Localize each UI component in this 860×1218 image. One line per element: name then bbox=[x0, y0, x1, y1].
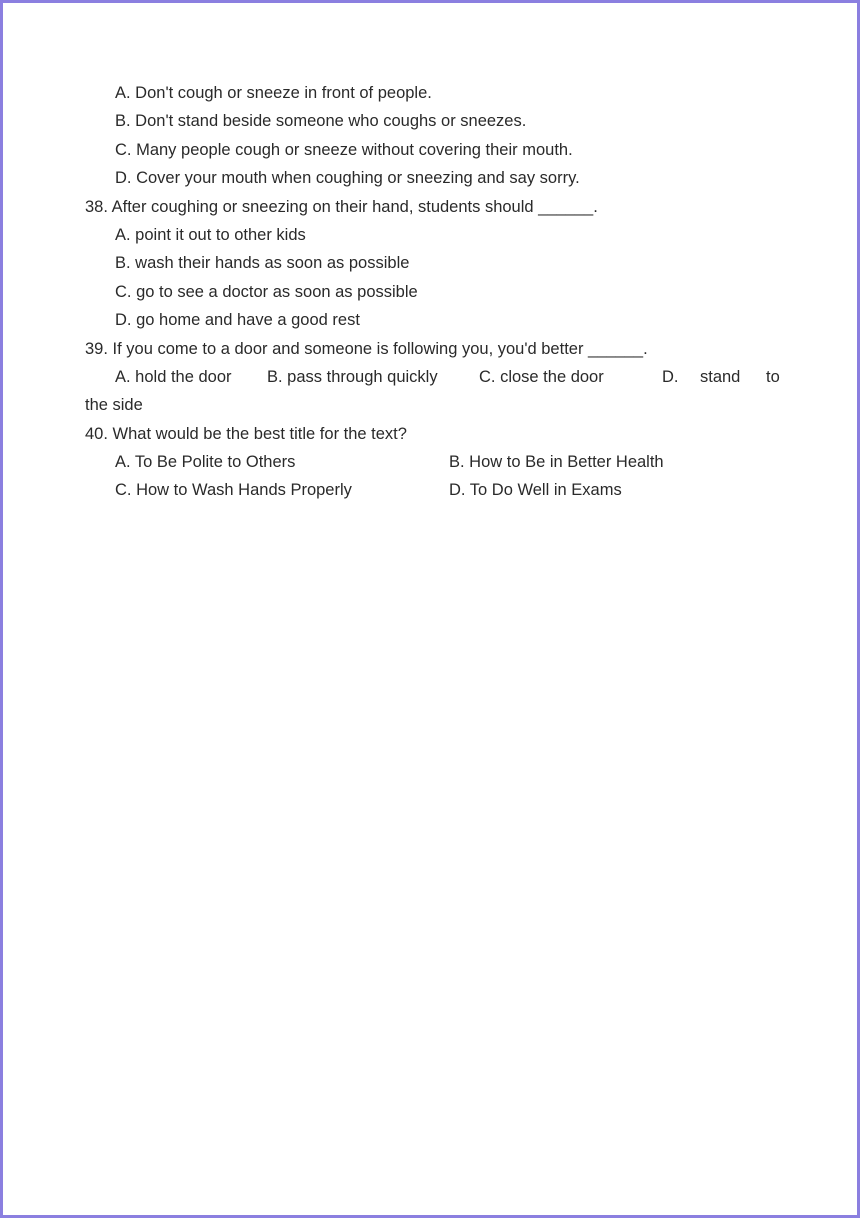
q38-option-a: A. point it out to other kids bbox=[115, 225, 306, 244]
q40-options-row-1 bbox=[85, 448, 785, 476]
q40-option-b: B. How to Be in Better Health bbox=[449, 453, 664, 472]
q40-options-row-2 bbox=[85, 476, 785, 504]
q39-option-d-letter: D. bbox=[662, 367, 679, 386]
q37-option-c: C. Many people cough or sneeze without covering their mouth. bbox=[115, 140, 573, 159]
question-list bbox=[85, 79, 785, 505]
q38-option-d: D. go home and have a good rest bbox=[115, 311, 360, 330]
q39-option-c: C. close the door bbox=[479, 367, 604, 386]
q40-option-d: D. To Do Well in Exams bbox=[449, 481, 622, 500]
q39-option-d-word-to: to bbox=[766, 367, 780, 386]
q40-question: 40. What would be the best title for the text? bbox=[85, 424, 407, 443]
q38-question: 38. After coughing or sneezing on their hand, students should ______. bbox=[85, 197, 598, 216]
q40-option-a: A. To Be Polite to Others bbox=[115, 453, 296, 472]
q40-option-c: C. How to Wash Hands Properly bbox=[115, 481, 352, 500]
q39-option-d-word-stand: stand bbox=[700, 367, 741, 386]
q37-option-a: A. Don't cough or sneeze in front of people. bbox=[115, 84, 432, 102]
q37-option-b: B. Don't stand beside someone who coughs or sneezes. bbox=[115, 112, 527, 131]
q39-option-a: A. hold the door bbox=[115, 367, 232, 386]
q39-question: 39. If you come to a door and someone is following you, you'd better ______. bbox=[85, 339, 648, 358]
q39-option-d-continuation: the side bbox=[85, 396, 143, 415]
q38-option-c: C. go to see a doctor as soon as possible bbox=[115, 282, 418, 301]
q37-option-d: D. Cover your mouth when coughing or sneezing and say sorry. bbox=[115, 169, 580, 188]
q38-option-b: B. wash their hands as soon as possible bbox=[115, 254, 410, 273]
q39-options-row bbox=[85, 363, 785, 391]
q39-option-b: B. pass through quickly bbox=[267, 367, 438, 386]
